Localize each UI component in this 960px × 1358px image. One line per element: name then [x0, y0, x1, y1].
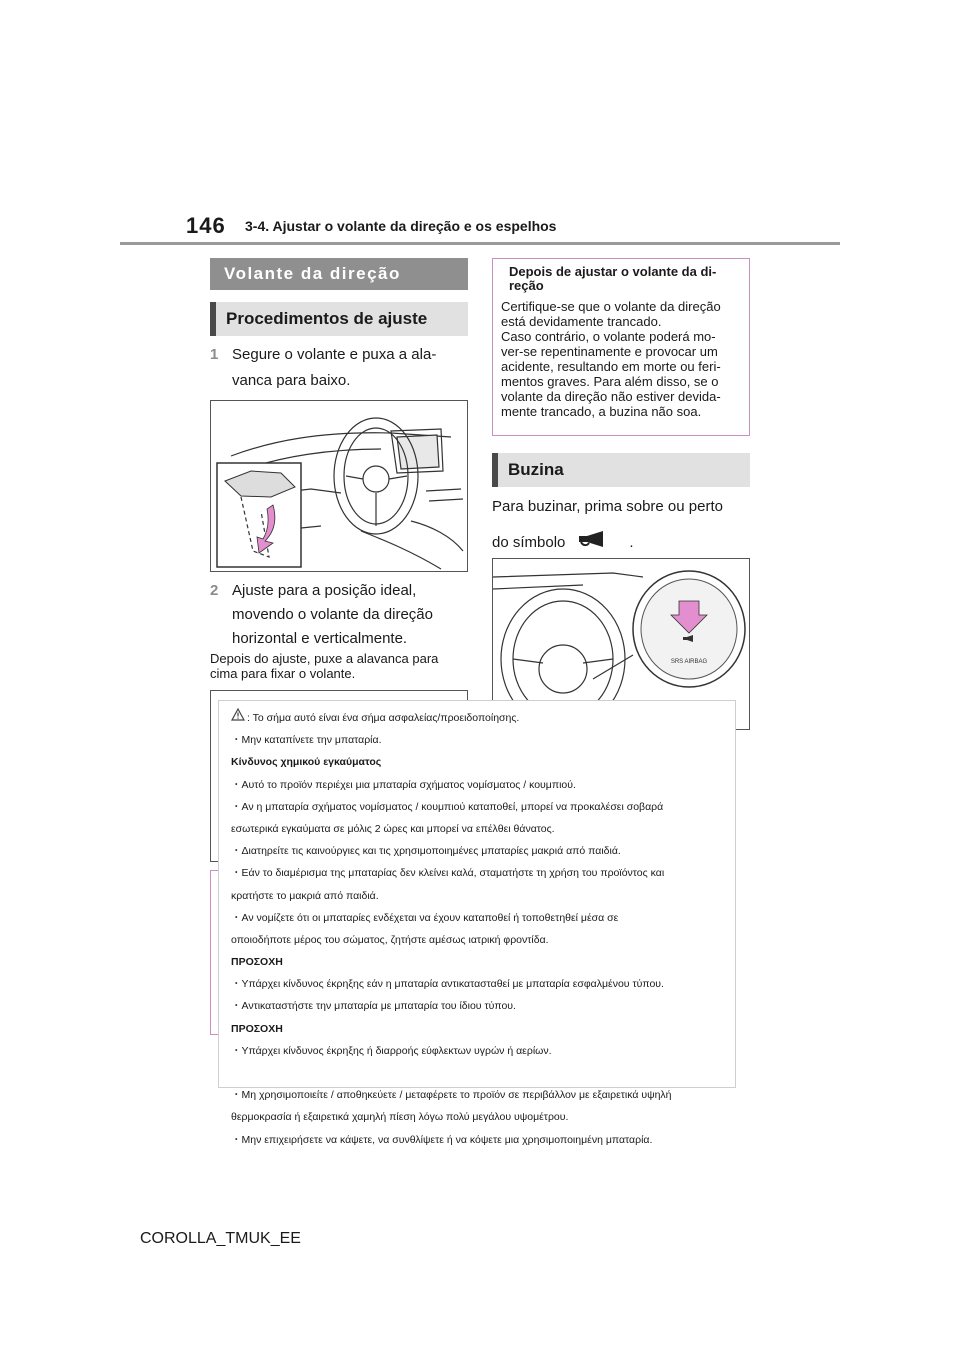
step-1-text: Segure o volante e puxa a ala- vanca para baixo.: [232, 346, 437, 389]
chapter-title: 3-4. Ajustar o volante da direção e os espelhos: [245, 218, 557, 234]
step-number: 1: [210, 346, 219, 363]
horn-title: Buzina: [492, 453, 750, 487]
adjustment-note: Depois do ajuste, puxe a alavanca para cima para fixar o volante.: [210, 651, 439, 681]
warning-triangle-icon: [231, 707, 245, 729]
steering-lever-illustration: [211, 401, 467, 571]
page-number: 146: [186, 213, 226, 238]
step-number: 2: [210, 582, 219, 599]
section-title: Volante da direção: [210, 258, 468, 290]
header-divider: [120, 242, 840, 245]
caution-body: Certifique-se que o volante da direção está devidamente trancado. Caso contrário, o volante poderá mo- ver-se repentinamente e provocar um acidente, resultando em morte ou feri- mentos graves. Para além disso, se o volante da direção não estiver devida- mente trancado, a buzina não soa.: [501, 299, 721, 419]
caution-box: [492, 258, 750, 436]
airbag-label: SRS AIRBAG: [670, 659, 708, 665]
warning-symbol-line: : Το σήμα αυτό είναι ένα σήμα ασφαλείας/προειδοποίησης.: [231, 707, 725, 729]
horn-icon: [577, 530, 607, 555]
battery-warning-overlay: : Το σήμα αυτό είναι ένα σήμα ασφαλείας/προειδοποίησης. ・Μην καταπίνετε την μπαταρία. Κίνδυνος χημικού εγκαύματος ・Αυτό το προϊόν περιέχει μια μπαταρία σχήματος νομίσματος / κουμπιού. ・Αν η μπαταρία σχήματος νομίσματος / κουμπιού καταποθεί, μπορεί να προκαλέσει σοβαρά εσωτερικά εγκαύματα σε μόλις 2 ώρες και μπορεί να επέλθει θάνατος. ・Διατηρείτε τις καινούργιες και τις χρησιμοποιημένες μπαταρίες μακριά από παιδιά. ・Εάν το διαμέρισμα της μπαταρίας δεν κλείνει καλά, σταματήστε τη χρήση του προϊόντος και κρατήστε το μακριά από παιδιά. ・Αν νομίζετε ότι οι μπαταρίες ενδέχεται να έχουν καταποθεί ή τοποθετηθεί μέσα σε οποιοδήποτε μέρος του σώματος, ζητήστε αμέσως ιατρική φροντίδα. ΠΡΟΣΟΧΗ ・Υπάρχει κίνδυνος έκρηξης εάν η μπαταρία αντικατασταθεί με μπαταρία εσφαλμένου τύπου. ・Αντικαταστήστε την μπαταρία με μπαταρία του ίδιου τύπου. ΠΡΟΣΟΧΗ ・Υπάρχει κίνδυνος έκρηξης ή διαρροής εύφλεκτων υγρών ή αερίων. ・Μη χρησιμοποιείτε / αποθηκεύετε / μεταφέρετε το προϊόν σε περιβάλλον με εξαιρετικά υψηλή θερμοκρασία ή εξαιρετικά χαμηλή πίεση λόγω πολύ μεγάλου υψομέτρου. ・Μην επιχειρήσετε να κάψετε, να συνθλίψετε ή να κόψετε μια χρησιμοποιημένη μπαταρία.: [218, 700, 736, 1088]
step-1: [210, 344, 468, 392]
step-2-text: Ajuste para a posição ideal, movendo o volante da direção horizontal e verticalmente.: [232, 582, 433, 647]
subsection-title: Procedimentos de ajuste: [210, 302, 468, 336]
step-2: [210, 580, 468, 650]
caution-title: Depois de ajustar o volante da di- reção: [509, 264, 717, 293]
steering-adjust-figure: [210, 400, 468, 572]
horn-instructions: Para buzinar, prima sobre ou perto do símbolo .: [492, 496, 750, 555]
footer-model-code: COROLLA_TMUK_EE: [140, 1230, 301, 1247]
